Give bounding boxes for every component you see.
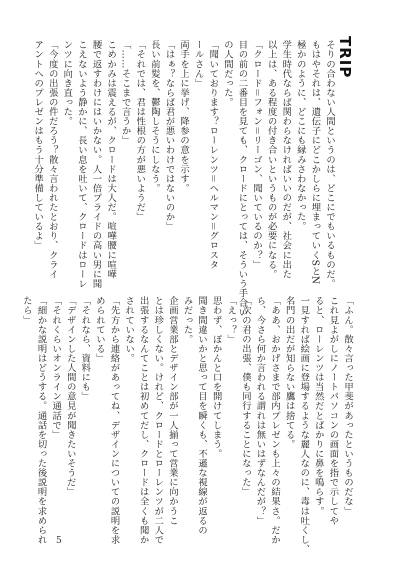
- text-line: ら、今さら何か言われる謂れは無いはずなんだが？」: [254, 296, 266, 526]
- text-line: 極かのように、どこにも縁みさわなかった。: [294, 40, 306, 231]
- text-line: 腰で返すわけにはいかない。人一倍プライドの高い男に聞: [90, 40, 102, 289]
- text-line: ールさん」: [192, 40, 204, 88]
- text-line: 「細かな説明はどうする。通話を切った後説明を求められ: [35, 296, 47, 545]
- text-line: 「クロード＝フォン＝リーゴン、聞いているのか？」: [251, 40, 263, 270]
- text-line: もはやそれは、遺伝子にどこかしらに埋まっていくSとN: [309, 40, 321, 285]
- text-line: されていない。: [123, 296, 135, 363]
- text-line: 聞き間違いかと思って目を瞬くも、不遜な視線が返るの: [196, 296, 208, 535]
- text-line: 両手を上に挙げ、降参の意を示す。: [178, 40, 190, 193]
- text-line: アントへのプレゼンはもう十分準備しているよ」: [32, 40, 44, 251]
- text-line: 企画営業部とデザイン部が一人揃って営業に向かうこ: [166, 296, 178, 526]
- text-line: 出張するなんてことは初めてだし、クロードは全くも聞か: [137, 296, 149, 545]
- text-line: みだった。: [181, 296, 193, 344]
- text-line: められている」: [93, 296, 105, 363]
- text-line: 「それなら、資料にも」: [79, 296, 91, 402]
- text-line: ると、ローレンツは当然だとばかりに鼻を鳴らす。: [312, 296, 324, 516]
- text-line: こめかみは震えるが、クロードは大人だ。喧嘩腰に喧嘩: [105, 40, 117, 279]
- text-line: 目の前の二番目を見ても、クロードにとっては、そういう手合い: [236, 40, 248, 317]
- text-line: 「先方から連絡があってね、デザインについての説明を求: [108, 296, 120, 545]
- text-line: 一見すれば絵画に登場するような麗人なのに、毒は吐くし、: [298, 296, 310, 554]
- text-line: 「それでは、君は性根の方が悪いようだ」: [134, 40, 146, 222]
- text-line: とは珍しくない。けれど、クロードとローレンツが二人で: [152, 296, 164, 545]
- text-line: 思わず、ぽかんと口を開けてしまう。: [210, 296, 222, 459]
- upper-text-block: [32, 40, 336, 317]
- text-line: 「デザインした人間の意見が聞きたいそうだ」: [64, 296, 76, 497]
- text-line: 「えっ？」: [225, 296, 237, 344]
- text-line: 「ああ、おかげさまで部内プレゼンも上々の結果さ。だか: [269, 296, 281, 545]
- text-line: 「……そこまで言うか」: [119, 40, 131, 146]
- text-line: 「ふん。散々言った甲斐があったというものだな」: [342, 296, 353, 516]
- text-line: 「はぁ？ならば君が悪いわけではないのか」: [163, 40, 175, 231]
- text-line: 名門の出だが知らない鷹は捨てる。: [283, 296, 295, 449]
- text-line: の人間だった。: [221, 40, 233, 107]
- chapter-title: TRIP: [336, 36, 354, 79]
- text-line: 「次の君の出張、僕も同行することになった」: [239, 296, 251, 497]
- text-line: 学生時代ならば関わらなければいいのだが、社会に出た: [280, 40, 292, 279]
- text-line: これ見よがしにノートパソコンの画面を指で示してや: [327, 296, 339, 526]
- text-line: 以上は、ある程度の付き合いというものが必要になる。: [265, 40, 277, 279]
- text-line: たら」: [20, 296, 32, 325]
- text-line: ンツに向き直った。: [61, 40, 73, 126]
- text-line: 長い前髪を、鬱陶しそうにしなう。: [148, 40, 160, 193]
- text-line: 「今度の出張の件だろう？散々言われたとおり、クライ: [46, 40, 58, 279]
- text-line: 「それくらいオンライン通話で」: [50, 296, 62, 440]
- text-line: 「聞いております？ローレンツ＝ヘルマン＝グロスタ: [207, 40, 219, 270]
- text-line: こえないよう静かに、長い息を吐いて、クロードはローレ: [75, 40, 87, 289]
- page-number: 5: [56, 536, 62, 546]
- lower-text-block: [20, 296, 354, 554]
- text-line: そりの合わない人間というのは、どこにでもいるものだ。: [324, 40, 335, 289]
